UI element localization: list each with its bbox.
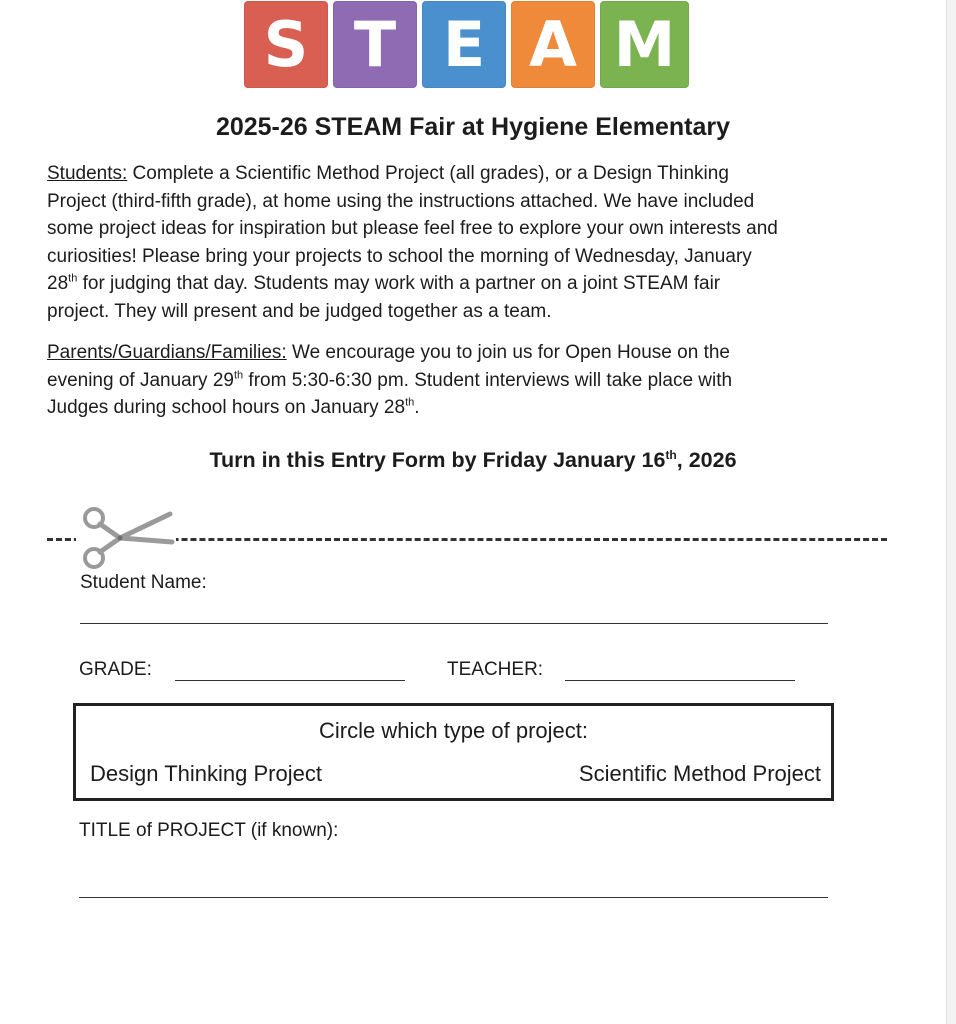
project-title-label: TITLE of PROJECT (if known):	[79, 820, 339, 841]
teacher-label: TEACHER:	[447, 659, 544, 680]
scissors-icon	[76, 502, 176, 574]
students-text: 28	[47, 273, 69, 294]
families-label: Parents/Guardians/Families:	[47, 342, 287, 363]
ordinal-suffix: th	[233, 369, 244, 382]
student-name-label: Student Name:	[80, 572, 207, 593]
grade-field[interactable]	[175, 680, 405, 681]
students-text: project. They will present and be judged together as a team.	[47, 300, 552, 322]
design-thinking-option[interactable]: Design Thinking Project	[90, 761, 322, 786]
students-paragraph	[47, 160, 907, 325]
students-text: Complete a Scientific Method Project (all grades), or a Design Thinking	[127, 163, 729, 184]
families-text: from 5:30-6:30 pm. Student interviews will take place with	[243, 369, 733, 391]
ordinal-suffix: th	[405, 396, 415, 409]
families-text: We encourage you to join us for Open House on the	[286, 342, 730, 363]
ordinal-suffix: th	[68, 272, 78, 285]
page-title: 2025-26 STEAM Fair at Hygiene Elementary	[215, 113, 731, 141]
teacher-field[interactable]	[565, 680, 795, 681]
students-text: Project (third-fifth grade), at home using the instructions attached. We have included	[47, 190, 755, 212]
project-title-field[interactable]	[79, 897, 828, 898]
project-type-heading: Circle which type of project:	[319, 718, 588, 743]
scientific-method-option[interactable]: Scientific Method Project	[578, 761, 821, 786]
families-text: Judges during school hours on January 28	[47, 397, 406, 418]
grade-label: GRADE:	[79, 659, 152, 680]
logo-tile-a: A	[511, 1, 595, 88]
students-label: Students:	[47, 163, 128, 184]
logo-tile-s: S	[244, 1, 328, 88]
steam-logo	[244, 1, 689, 88]
logo-tile-t: T	[333, 1, 417, 88]
logo-tile-e: E	[422, 1, 506, 88]
logo-tile-m: M	[600, 1, 689, 88]
students-text: curiosities! Please bring your projects to school the morning of Wednesday, January	[47, 245, 752, 267]
student-name-field[interactable]	[80, 623, 828, 624]
page-edge	[946, 0, 956, 1024]
families-text: evening of January 29	[47, 369, 234, 391]
families-text: .	[414, 397, 420, 418]
project-type-box	[73, 703, 834, 801]
students-text: for judging that day. Students may work with a partner on a joint STEAM fair	[77, 273, 721, 294]
families-paragraph	[47, 339, 907, 422]
students-text: some project ideas for inspiration but please feel free to explore your own interests and	[47, 218, 778, 239]
deadline-notice: Turn in this Entry Form by Friday January 16th, 2026	[209, 447, 737, 472]
